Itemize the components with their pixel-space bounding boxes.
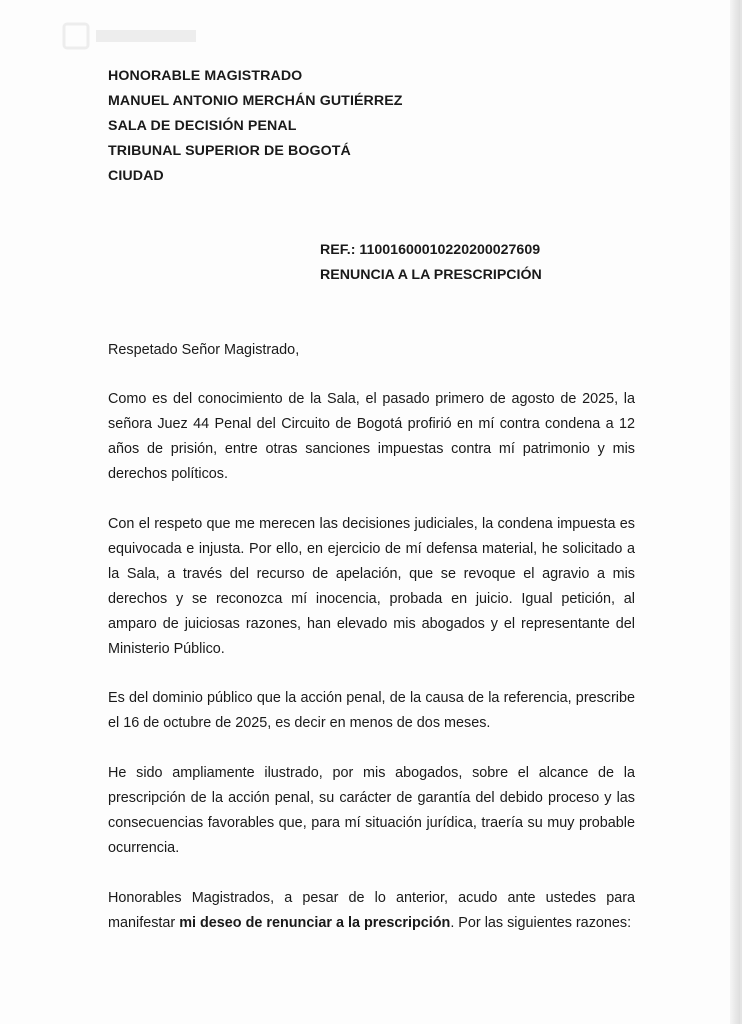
addressee-block [108, 64, 403, 189]
paragraph-2: Con el respeto que me merecen las decisiones judiciales, la condena impuesta es equivocada e injusta. Por ello, en ejercicio de mí defensa material, he solicitado a la Sala, a través del recurso de apelación, que se revoque el agravio a mis derechos y se reconozca mí inocencia, probada en juicio. Igual petición, al amparo de juiciosas razones, han elevado mis abogados y el representante del Ministerio Público. [108, 516, 635, 657]
salutation: Respetado Señor Magistrado, [108, 342, 300, 358]
page-edge-shadow [730, 0, 740, 1024]
paragraph-5-end: . Por las siguientes razones: [450, 915, 632, 931]
paragraph-5 [108, 886, 635, 936]
addressee-city: CIUDAD [108, 168, 164, 184]
reference-block [320, 238, 542, 288]
letterhead-watermark-icon [62, 20, 202, 52]
paragraph-5-start: Honorables Magistrados, a pesar de lo anterior, acudo ante ustedes para manifestar [108, 890, 635, 931]
addressee-name: MANUEL ANTONIO MERCHÁN GUTIÉRREZ [108, 93, 403, 109]
addressee-court: TRIBUNAL SUPERIOR DE BOGOTÁ [108, 143, 351, 159]
paragraph-3: Es del dominio público que la acción penal, de la causa de la referencia, prescribe el 16 de octubre de 2025, es decir en menos de dos meses. [108, 690, 635, 731]
addressee-title: HONORABLE MAGISTRADO [108, 68, 303, 84]
reference-number: REF.: 11001600010220200027609 [320, 242, 541, 258]
paragraph-1: Como es del conocimiento de la Sala, el pasado primero de agosto de 2025, la señora Juez 44 Penal del Circuito de Bogotá profirió en mí contra condena a 12 años de prisión, entre otras sanciones impuestas contra mí patrimonio y mis derechos políticos. [108, 391, 635, 482]
reference-subject: RENUNCIA A LA PRESCRIPCIÓN [320, 267, 542, 283]
paragraph-4: He sido ampliamente ilustrado, por mis abogados, sobre el alcance de la prescripción de la acción penal, su carácter de garantía del debido proceso y las consecuencias favorables que, para mí situación jurídica, traería su muy probable ocurrencia. [108, 765, 635, 856]
paragraph-5-emphasis: mi deseo de renunciar a la prescripción [179, 915, 451, 931]
addressee-chamber: SALA DE DECISIÓN PENAL [108, 118, 297, 134]
